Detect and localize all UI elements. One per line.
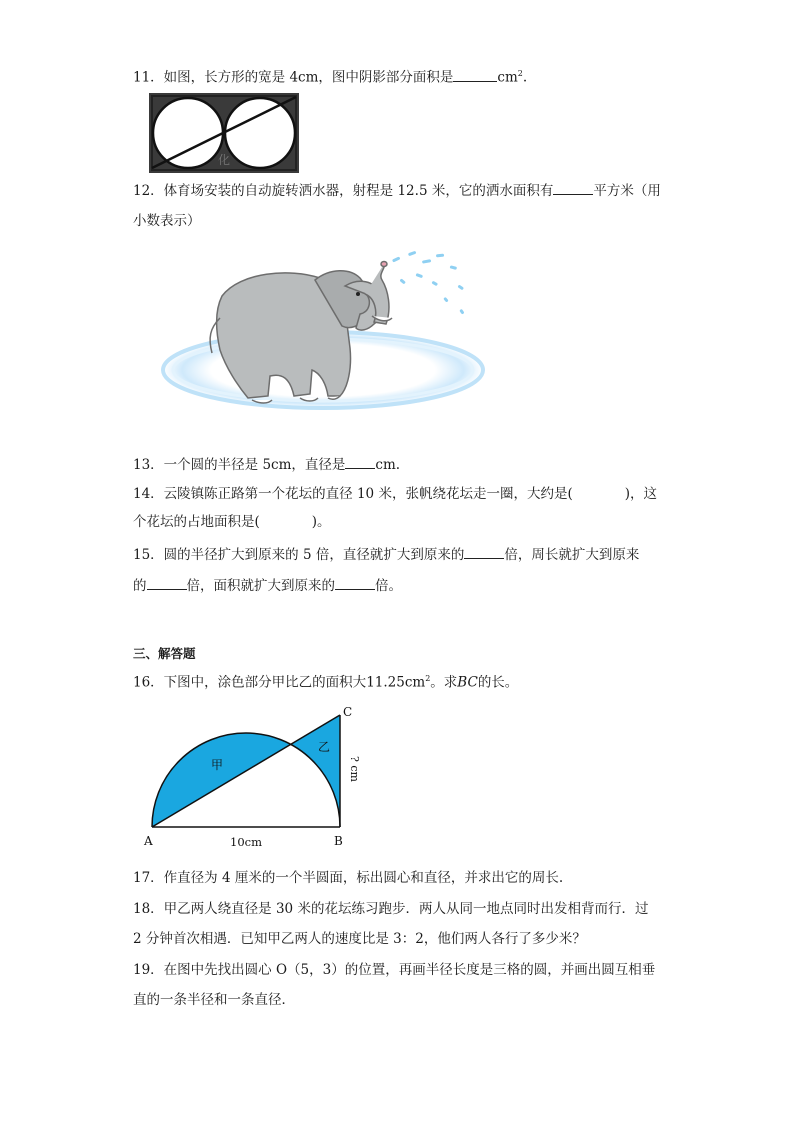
label-B: B bbox=[334, 834, 343, 848]
answer-blank bbox=[147, 575, 187, 590]
question-12-line2: 小数表示） bbox=[133, 213, 201, 229]
question-12-line1: 12．体育场安装的自动旋转洒水器，射程是 12.5 米，它的洒水面积有 平方米（用 bbox=[133, 180, 661, 201]
water-spray bbox=[392, 251, 465, 315]
question-18-line2: 2 分钟首次相遇．已知甲乙两人的速度比是 3：2，他们两人各行了多少米？ bbox=[133, 931, 586, 947]
right-circle bbox=[225, 98, 295, 168]
shaded-region-jia bbox=[152, 733, 291, 827]
question-19-line1: 19．在图中先找出圆心 O（5，3）的位置，再画半径长度是三格的圆，并画出圆互相垂 bbox=[133, 962, 656, 978]
question-18-line1: 18．甲乙两人绕直径是 30 米的花坛练习跑步．两人从同一地点同时出发相背而行．过 bbox=[133, 901, 649, 917]
question-19-line2: 直的一条半径和一条直径． bbox=[133, 992, 295, 1008]
answer-blank bbox=[335, 575, 375, 590]
elephant-sprinkler-illustration bbox=[160, 238, 490, 418]
label-yi: 乙 bbox=[318, 740, 331, 754]
question-16: 16．下图中，涂色部分甲比乙的面积大$11.25cm^2$。求BC的长。 bbox=[133, 674, 519, 691]
label-base-length: 10cm bbox=[230, 835, 262, 849]
section-heading: 三、解答题 bbox=[133, 646, 196, 661]
question-15-line1: 15．圆的半径扩大到原来的 5 倍，直径就扩大到原来的 倍，周长就扩大到原来 bbox=[133, 544, 639, 565]
label-C: C bbox=[343, 705, 353, 719]
question-14-line1: 14．云陵镇陈正路第一个花坛的直径 10 米，张帆绕花坛走一圈，大约是( )，这 bbox=[133, 486, 657, 502]
question-14-line2: 个花坛的占地面积是( )。 bbox=[133, 514, 331, 530]
watermark-logo: 化 bbox=[217, 153, 231, 167]
label-A: A bbox=[144, 834, 153, 848]
question-11: 11．如图，长方形的宽是 4cm，图中阴影部分面积是 $cm^2$. bbox=[133, 64, 527, 88]
question-17: 17．作直径为 4 厘米的一个半圆面，标出圆心和直径，并求出它的周长. bbox=[133, 870, 564, 886]
label-height: ? cm bbox=[348, 756, 361, 782]
answer-blank bbox=[345, 454, 375, 469]
label-jia: 甲 bbox=[211, 758, 224, 772]
shaded-region-yi bbox=[291, 715, 340, 827]
rectangle-two-circles-figure bbox=[148, 92, 300, 174]
answer-blank bbox=[464, 544, 504, 559]
left-circle bbox=[153, 98, 223, 168]
semicircle-triangle-figure bbox=[138, 700, 368, 852]
answer-blank bbox=[453, 67, 497, 82]
question-13: 13．一个圆的半径是 5cm，直径是 cm. bbox=[133, 454, 400, 475]
answer-blank bbox=[553, 180, 593, 195]
question-15-line2: 的 倍，面积就扩大到原来的 倍。 bbox=[133, 575, 402, 596]
